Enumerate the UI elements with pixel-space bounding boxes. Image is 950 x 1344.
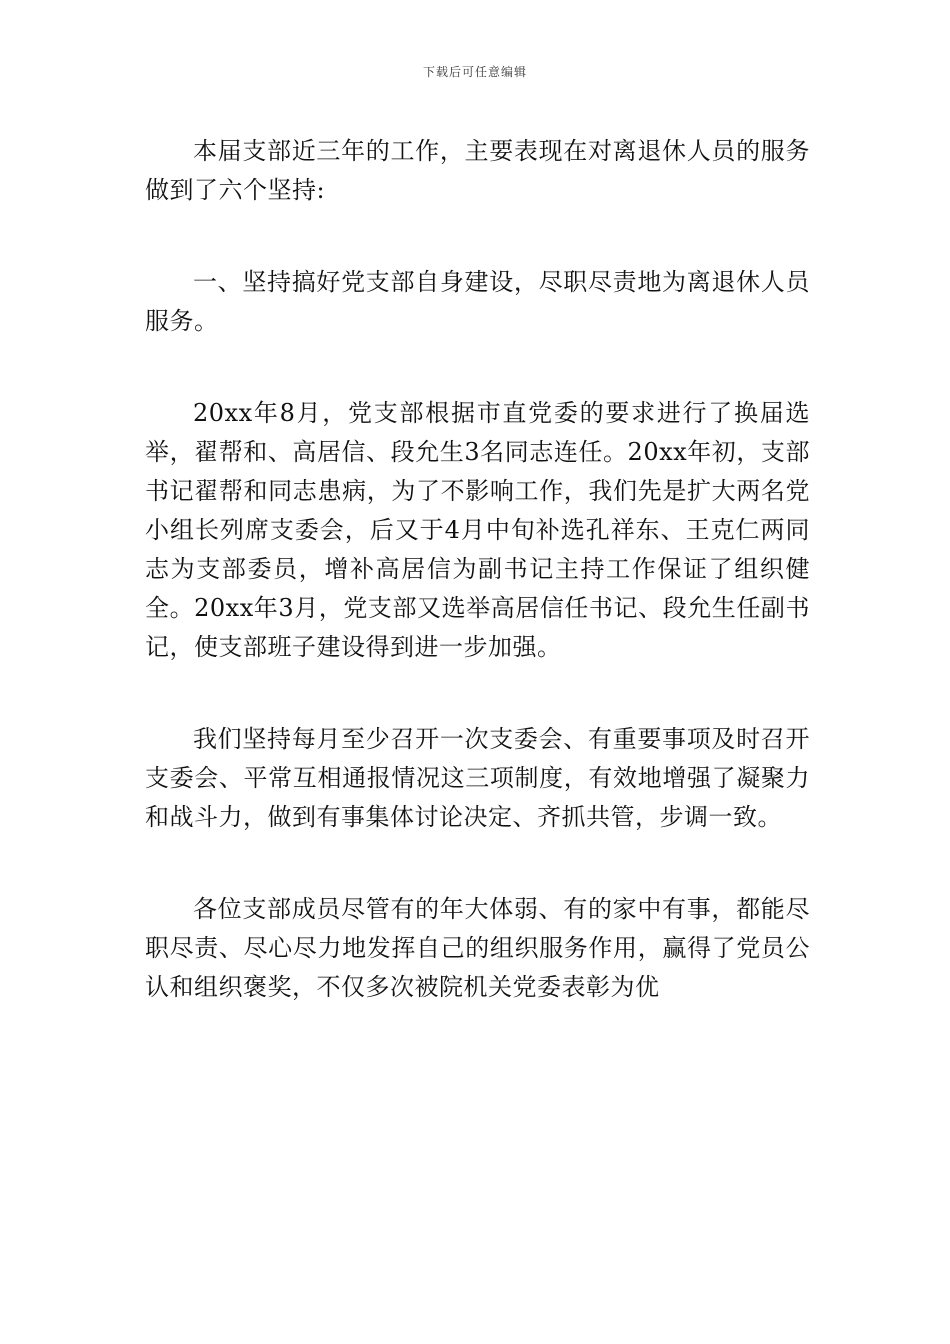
paragraph-members: 各位支部成员尽管有的年大体弱、有的家中有事，都能尽职尽责、尽心尽力地发挥自己的组织服务作用，赢得了党员公认和组织褒奖，不仅多次被院机关党委表彰为优 (145, 895, 810, 1001)
section-heading-1: 一、坚持搞好党支部自身建设，尽职尽责地为离退休人员服务。 (145, 268, 810, 335)
page-header: 下载后可任意编辑 (422, 65, 527, 79)
paragraph-meetings: 我们坚持每月至少召开一次支委会、有重要事项及时召开支委会、平常互相通报情况这三项制度，有效地增强了凝聚力和战斗力，做到有事集体讨论决定、齐抓共管，步调一致。 (145, 725, 810, 831)
document-body (145, 132, 810, 1060)
paragraph-intro: 本届支部近三年的工作，主要表现在对离退休人员的服务做到了六个坚持: (145, 137, 810, 204)
paragraph-election: 20xx年8月，党支部根据市直党委的要求进行了换届选举，翟帮和、高居信、段允生3名同志连任。20xx年初，支部书记翟帮和同志患病，为了不影响工作，我们先是扩大两名党小组长列席支委会，后又于4月中旬补选孔祥东、王克仁两同志为支部委员，增补高居信为副书记主持工作保证了组织健全。20xx年3月，党支部又选举高居信任书记、段允生任副书记，使支部班子建设得到进一步加强。 (145, 399, 810, 661)
